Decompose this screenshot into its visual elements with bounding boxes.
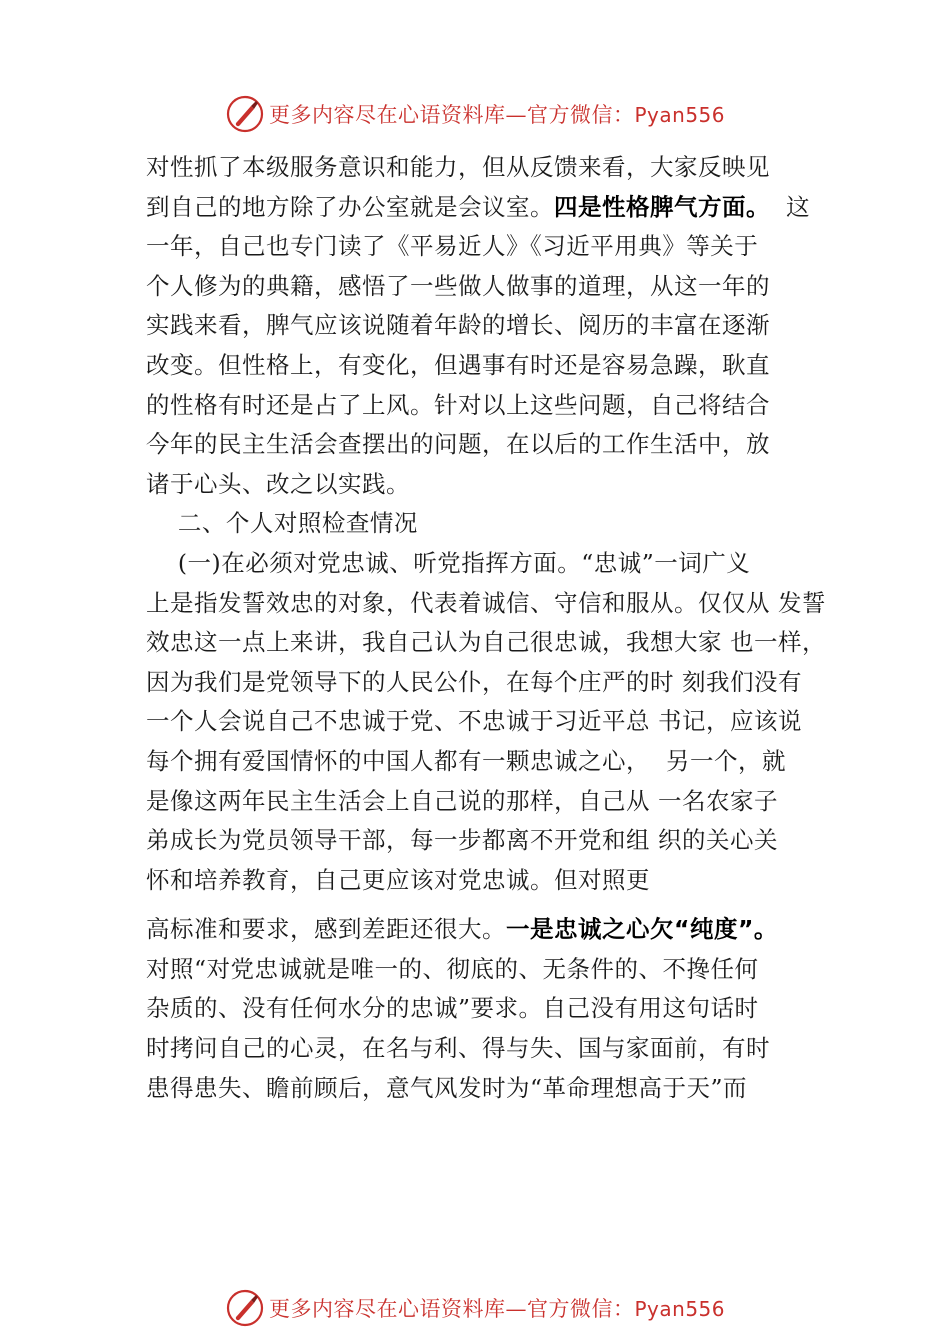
text-run: 今年的民主生活会查摆出的问题，在以后的工作生活中，放 — [146, 430, 770, 459]
text-line — [146, 306, 836, 346]
banner-text: 更多内容尽在心语资料库—官方微信：Pyan556 — [268, 103, 725, 127]
text-line — [146, 663, 836, 703]
text-line — [146, 989, 836, 1029]
text-run: 二、个人对照检查情况 — [146, 509, 418, 538]
banner-text: 更多内容尽在心语资料库—官方微信：Pyan556 — [268, 1297, 725, 1321]
text-run: 弟成长为党员领导干部，每一步都离不开党和组 织的关心关 — [146, 826, 778, 855]
pen-nib-logo-icon — [225, 1288, 265, 1328]
text-line — [146, 188, 836, 228]
text-run: 实践来看，脾气应该说随着年龄的增长、阅历的丰富在逐渐 — [146, 311, 770, 340]
text-run: 对性抓了本级服务意识和能力，但从反馈来看，大家反映见 — [146, 153, 770, 181]
text-line — [146, 148, 836, 188]
text-run: 个人修为的典籍，感悟了一些做人做事的道理，从这一年的 — [146, 271, 770, 300]
bold-heading-run: 一是忠诚之心欠“纯度”。 — [506, 915, 778, 944]
text-line — [146, 821, 836, 861]
text-run: 的性格有时还是占了上风。针对以上这些问题，自己将结合 — [146, 390, 770, 419]
text-line — [146, 504, 836, 544]
text-line — [146, 227, 836, 267]
text-run: 怀和培养教育，自己更应该对党忠诚。但对照更 — [146, 865, 650, 894]
text-run: 上是指发誓效忠的对象，代表着诚信、守信和服从。仅仅从 发誓 — [146, 588, 826, 617]
text-line — [146, 346, 836, 386]
text-line — [146, 544, 836, 584]
text-line — [146, 950, 836, 990]
text-line — [146, 1029, 836, 1069]
text-line — [146, 861, 836, 901]
text-run: 是像这两年民主生活会上自己说的那样，自己从 一名农家子 — [146, 786, 778, 815]
text-run: 到自己的地方除了办公室就是会议室。 — [146, 192, 554, 221]
paragraph-gap — [146, 900, 836, 910]
text-run: 高标准和要求，感到差距还很大。 — [146, 915, 506, 944]
text-run: 改变。但性格上，有变化，但遇事有时还是容易急躁，耿直 — [146, 350, 770, 379]
text-line — [146, 425, 836, 465]
text-line — [146, 782, 836, 822]
pen-nib-logo-icon — [225, 94, 265, 134]
text-run: 诸于心头、改之以实践。 — [146, 469, 410, 498]
text-line — [146, 584, 836, 624]
document-body — [146, 148, 836, 1108]
text-line — [146, 623, 836, 663]
text-run: 一年，自己也专门读了《平易近人》《习近平用典》等关于 — [146, 232, 759, 261]
text-run: 患得患失、瞻前顾后，意气风发时为“革命理想高于天”而 — [146, 1073, 748, 1102]
bold-heading-run: 四是性格脾气方面。 — [554, 192, 770, 221]
text-line — [146, 465, 836, 505]
text-run: 每个拥有爱国情怀的中国人都有一颗忠诚之心， 另一个，就 — [146, 746, 786, 775]
text-line — [146, 267, 836, 307]
footer-banner — [0, 1286, 950, 1330]
text-run: 对照“对党忠诚就是唯一的、彻底的、无条件的、不搀任何 — [146, 954, 759, 983]
text-run: 这 — [770, 192, 810, 221]
text-run: 一个人会说自己不忠诚于党、不忠诚于习近平总 书记，应该说 — [146, 707, 802, 736]
text-line — [146, 702, 836, 742]
text-run: 时拷问自己的心灵，在名与利、得与失、国与家面前，有时 — [146, 1034, 770, 1063]
text-line — [146, 1069, 836, 1109]
text-line — [146, 742, 836, 782]
text-run: 因为我们是党领导下的人民公仆，在每个庄严的时 刻我们没有 — [146, 667, 802, 696]
text-run: 效忠这一点上来讲，我自己认为自己很忠诚，我想大家 也一样， — [146, 628, 826, 657]
text-run: 杂质的、没有任何水分的忠诚”要求。自己没有用这句话时 — [146, 994, 759, 1023]
text-run: (一)在必须对党忠诚、听党指挥方面。“忠诚”一词广义 — [146, 548, 751, 577]
header-banner — [0, 92, 950, 136]
text-line — [146, 910, 836, 950]
text-line — [146, 386, 836, 426]
